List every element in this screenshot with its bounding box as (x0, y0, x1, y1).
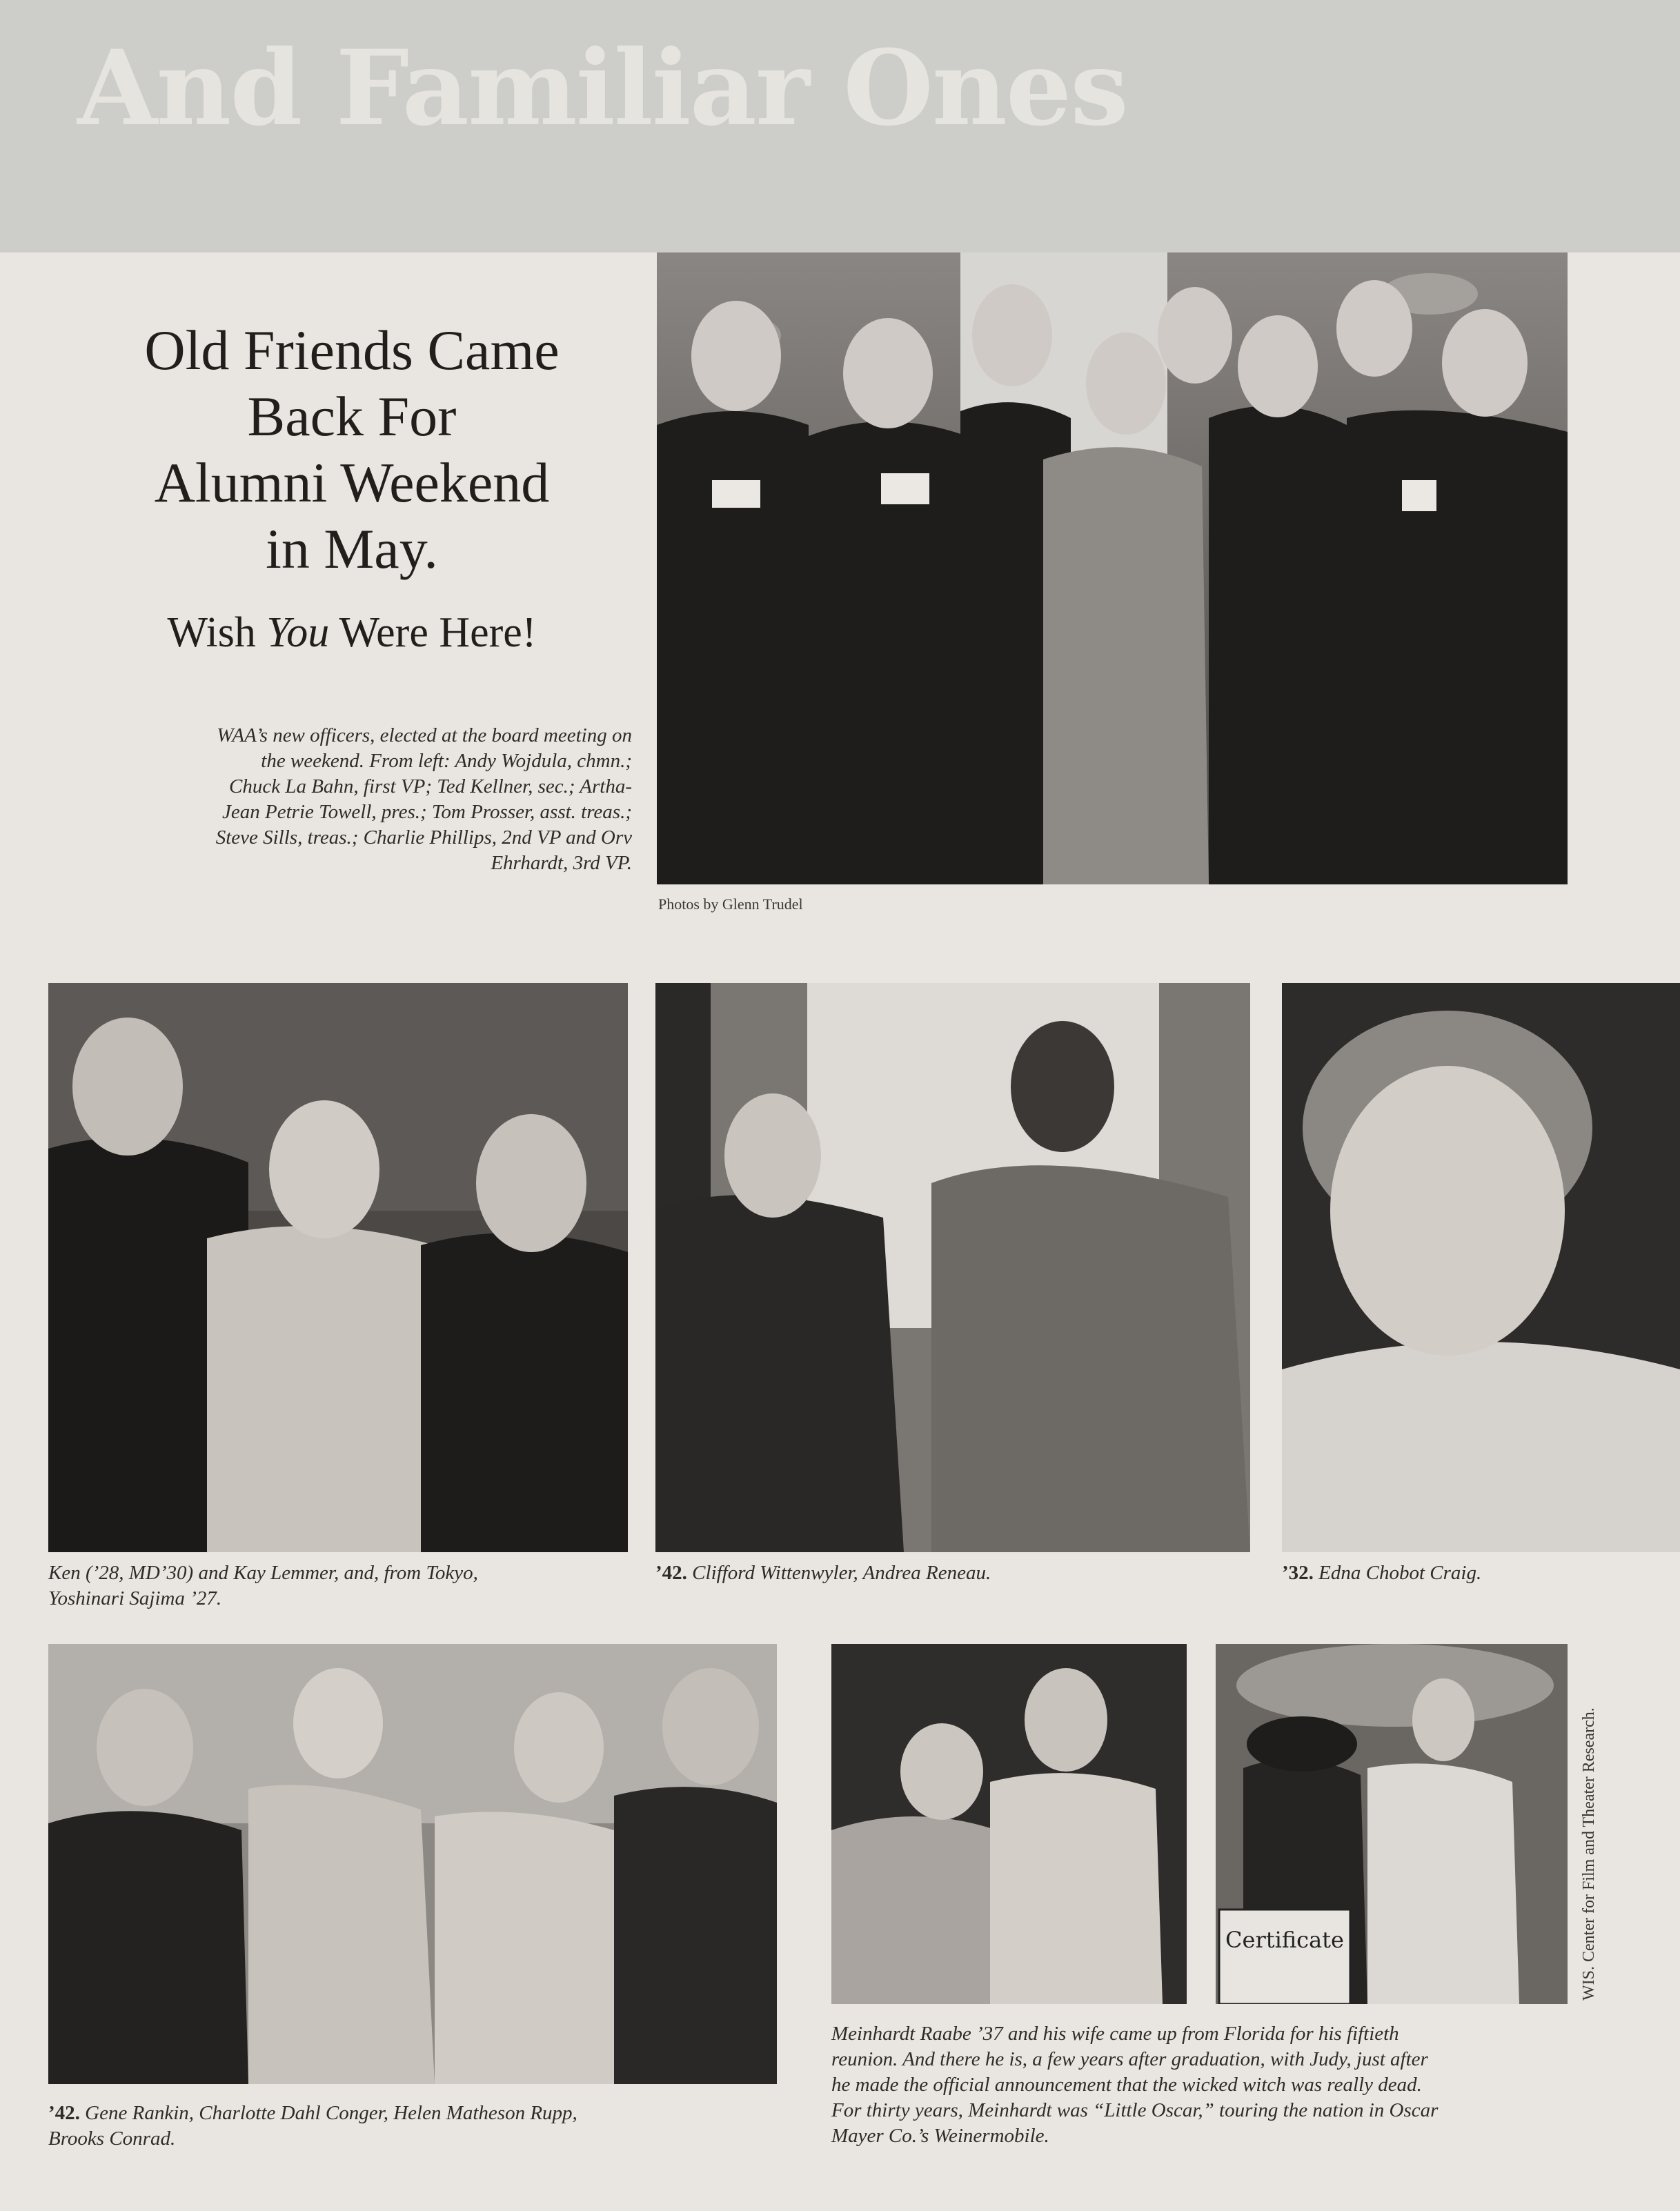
film-still-photo (1216, 1644, 1568, 2004)
caption-line: Brooks Conrad. (48, 2128, 176, 2150)
caption-line (48, 2101, 777, 2126)
caption-line: Yoshinari Sajima ’27. (48, 1587, 222, 1609)
craig-caption (1282, 1560, 1675, 1586)
raabe-couple-photo (831, 1644, 1187, 2004)
caption-line: Jean Petrie Towell, pres.; Tom Prosser, asst. treas.; (222, 801, 632, 823)
wittenwyler-caption (655, 1560, 1250, 1586)
side-credit: WIS. Center for Film and Theater Research. (1580, 1707, 1598, 2001)
subhead-pre: Wish (167, 609, 267, 656)
headline-line: Alumni Weekend (154, 451, 550, 514)
caption-text: Gene Rankin, Charlotte Dahl Conger, Helen Matheson Rupp, (79, 2102, 577, 2124)
caption-line: reunion. And there he is, a few years after graduation, with Judy, just after (831, 2048, 1428, 2070)
caption-line: Ken (’28, MD’30) and Kay Lemmer, and, from Tokyo, (48, 1562, 478, 1584)
officers-caption (103, 723, 632, 876)
caption-line: Steve Sills, treas.; Charlie Phillips, 2nd VP and Orv (215, 826, 632, 849)
caption-line: he made the official announcement that the wicked witch was really dead. (831, 2074, 1422, 2096)
headline-line: Old Friends Came (144, 319, 560, 381)
raabe-caption (831, 2021, 1570, 2149)
rankin-caption (48, 2101, 777, 2152)
class-year: ’42. (48, 2102, 80, 2124)
caption-line: the weekend. From left: Andy Wojdula, chmn.; (261, 750, 632, 772)
class-year: ’32. (1282, 1562, 1314, 1584)
caption-line: WAA’s new officers, elected at the board meeting on (217, 724, 632, 746)
lemmer-caption (48, 1560, 628, 1612)
caption-line: Meinhardt Raabe ’37 and his wife came up from Florida for his fiftieth (831, 2023, 1399, 2045)
subhead (48, 608, 655, 657)
subhead-post: Were Here! (329, 609, 537, 656)
craig-photo (1282, 983, 1680, 1552)
caption-line: Chuck La Bahn, first VP; Ted Kellner, sec.; Artha- (229, 775, 632, 797)
caption-line: Mayer Co.’s Weinermobile. (831, 2125, 1049, 2147)
caption-text: Clifford Wittenwyler, Andrea Reneau. (686, 1562, 991, 1584)
lemmer-sajima-photo (48, 983, 628, 1552)
class-year: ’42. (655, 1562, 687, 1584)
banner-title: And Familiar Ones (77, 28, 1127, 149)
officers-group-photo (657, 252, 1568, 884)
caption-line: Ehrhardt, 3rd VP. (491, 852, 632, 874)
caption-line: For thirty years, Meinhardt was “Little Oscar,” touring the nation in Oscar (831, 2099, 1439, 2121)
rankin-group-photo (48, 1644, 777, 2084)
subhead-emphasis: You (266, 609, 330, 656)
headline (48, 317, 655, 582)
photo-credit: Photos by Glenn Trudel (658, 895, 803, 913)
certificate-sign: Certificate (1225, 1927, 1344, 1953)
wittenwyler-reneau-photo (655, 983, 1250, 1552)
caption-text: Edna Chobot Craig. (1313, 1562, 1482, 1584)
headline-line: Back For (247, 385, 457, 448)
headline-line: in May. (266, 517, 438, 580)
